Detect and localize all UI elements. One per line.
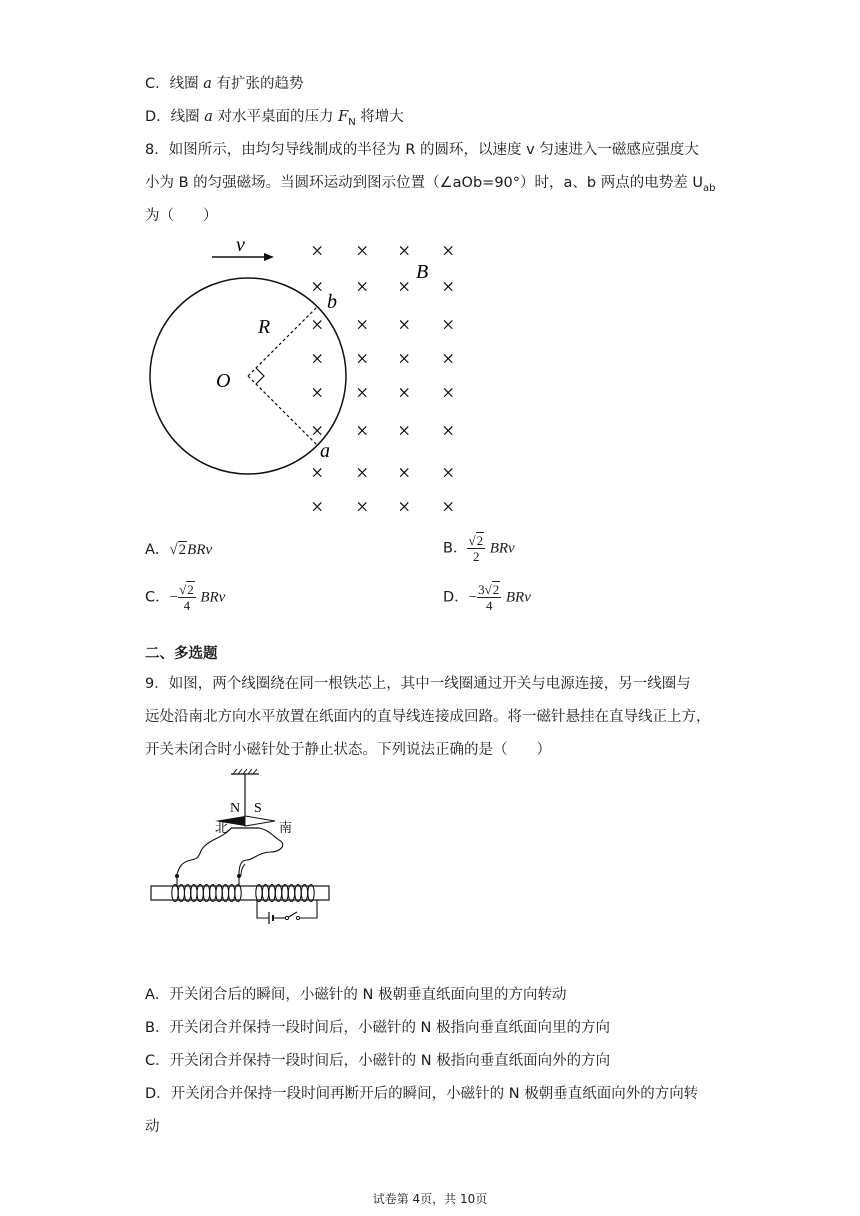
field-cross: ×	[442, 418, 455, 443]
needle-s-label: S	[254, 801, 262, 816]
field-cross: ×	[398, 494, 411, 519]
coil-turn	[295, 885, 301, 902]
q8-a-point-label: a	[320, 440, 330, 462]
field-cross: ×	[311, 494, 324, 519]
coil-turn	[308, 885, 314, 902]
field-cross: ×	[356, 346, 369, 371]
q7-option-d: D．线圈 a 对水平桌面的压力 $F_N$ 将增大	[145, 109, 404, 128]
q8-stem-line2: 小为 B 的匀强磁场。当圆环运动到图示位置（∠aOb=90°）时，a、b 两点的电势差 $U_{ab}$	[145, 175, 716, 194]
right-coil	[256, 885, 314, 902]
field-cross: ×	[311, 312, 324, 337]
q8-o-label: O	[216, 370, 231, 392]
q7-option-c: C．线圈 a 有扩张的趋势	[145, 76, 304, 92]
q8-option-b: B． $\frac{√2}{2}$ BRv	[443, 533, 515, 564]
q9-option-b: B．开关闭合并保持一段时间后，小磁针的 N 极指向垂直纸面向里的方向	[145, 1020, 611, 1036]
field-cross: ×	[398, 238, 411, 263]
direction-north-label: 北	[215, 820, 229, 835]
field-cross: ×	[442, 346, 455, 371]
coil-turn	[229, 885, 235, 902]
field-cross: ×	[311, 380, 324, 405]
field-cross: ×	[442, 460, 455, 485]
field-cross: ×	[311, 346, 324, 371]
field-cross: ×	[356, 494, 369, 519]
coil-turn	[197, 885, 203, 902]
page-footer: 试卷第 4页，共 10页	[372, 1192, 488, 1206]
coil-turn	[269, 885, 275, 902]
q9-option-d-line1: D．开关闭合并保持一段时间再断开后的瞬间，小磁针的 N 极朝垂直纸面向外的方向转	[145, 1086, 699, 1102]
field-cross: ×	[442, 380, 455, 405]
q9-option-a: A．开关闭合后的瞬间，小磁针的 N 极朝垂直纸面向里的方向转动	[145, 987, 567, 1003]
coil-turn	[210, 885, 216, 902]
q8-r-label: R	[258, 316, 271, 338]
field-cross: ×	[442, 494, 455, 519]
coil-turn	[301, 885, 307, 902]
field-cross: ×	[442, 274, 455, 299]
coil-turn	[275, 885, 281, 902]
direction-south-label: 南	[279, 820, 293, 835]
q8-stem-line1: 8．如图所示，由均匀导线制成的半径为 R 的圆环，以速度 v 匀速进入一磁感应强度大	[145, 142, 699, 158]
q8-option-a: A．√2BRv	[145, 542, 213, 558]
q8-option-c: C．− $\frac{√2}{4}$ BRv	[145, 582, 226, 613]
coil-turn	[172, 885, 178, 902]
q8-b-point-label: b	[327, 291, 337, 313]
field-cross: ×	[356, 312, 369, 337]
needle-n-label: N	[230, 801, 241, 816]
field-cross: ×	[356, 238, 369, 263]
field-cross: ×	[442, 312, 455, 337]
q9-option-d-line2: 动	[145, 1119, 160, 1135]
q8-option-d: D．− $\frac{3√2}{4}$ BRv	[443, 582, 531, 613]
coil-turn	[191, 885, 197, 902]
field-cross: ×	[356, 418, 369, 443]
field-cross: ×	[398, 274, 411, 299]
field-cross: ×	[311, 238, 324, 263]
q8-figure	[140, 232, 480, 522]
section-title-multiple-choice: 二、多选题	[145, 646, 218, 662]
field-cross: ×	[398, 418, 411, 443]
coil-turn	[184, 885, 190, 902]
coil-turn	[203, 885, 209, 902]
coil-turn	[256, 885, 262, 902]
q9-figure	[145, 766, 345, 946]
field-cross: ×	[311, 418, 324, 443]
field-cross: ×	[398, 460, 411, 485]
coil-turn	[235, 885, 241, 902]
q9-stem-line2: 远处沿南北方向水平放置在纸面内的直导线连接成回路。将一磁针悬挂在直导线正上方，	[145, 709, 711, 725]
q9-stem-line1: 9．如图，两个线圈绕在同一根铁芯上，其中一线圈通过开关与电源连接，另一线圈与	[145, 676, 691, 692]
field-cross: ×	[356, 380, 369, 405]
field-cross: ×	[398, 380, 411, 405]
left-coil	[172, 885, 241, 902]
field-cross: ×	[356, 460, 369, 485]
field-cross: ×	[442, 238, 455, 263]
q8-b-field-label: B	[416, 261, 429, 283]
coil-turn	[262, 885, 268, 902]
q9-stem-line3: 开关未闭合时小磁针处于静止状态。下列说法正确的是（ ）	[145, 742, 551, 758]
coil-turn	[222, 885, 228, 902]
coil-turn	[178, 885, 184, 902]
coil-turn	[288, 885, 294, 902]
coil-turn	[282, 885, 288, 902]
field-cross: ×	[398, 312, 411, 337]
field-cross: ×	[398, 346, 411, 371]
q9-option-c: C．开关闭合并保持一段时间后，小磁针的 N 极指向垂直纸面向外的方向	[145, 1053, 611, 1069]
q8-v-label: v	[236, 234, 245, 256]
coil-turn	[216, 885, 222, 902]
q8-stem-line3: 为（ ）	[145, 208, 218, 224]
q8-magnetic-field-crosses	[311, 238, 454, 519]
field-cross: ×	[356, 274, 369, 299]
field-cross: ×	[311, 274, 324, 299]
field-cross: ×	[311, 460, 324, 485]
